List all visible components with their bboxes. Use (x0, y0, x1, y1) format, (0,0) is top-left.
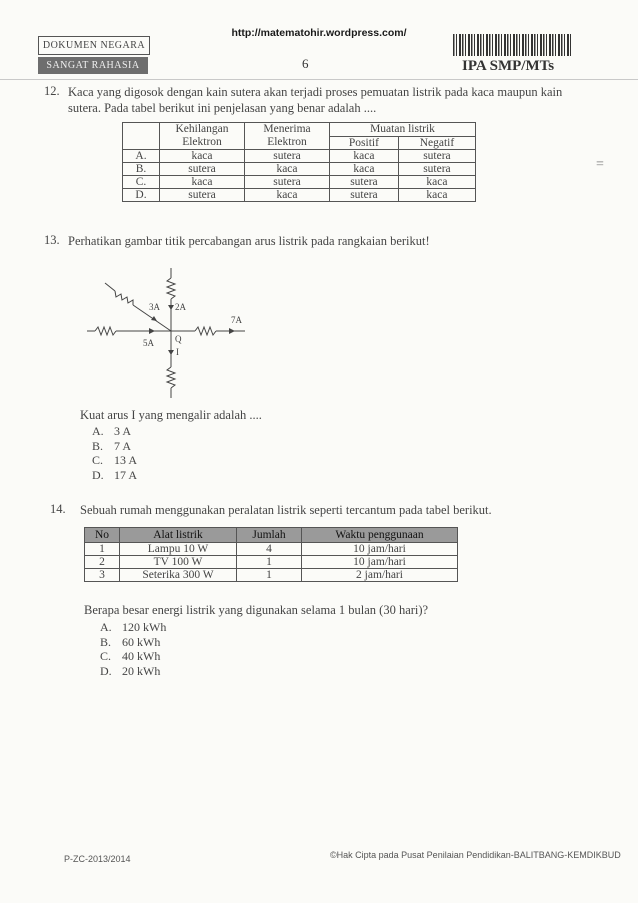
option-letter: B. (100, 634, 112, 649)
option-text: 7 A (114, 438, 132, 453)
option-letter: A. (92, 424, 104, 438)
table-cell: B. (123, 163, 160, 176)
option-b[interactable] (92, 439, 137, 454)
header-divider (0, 79, 638, 80)
table-cell: kaca (398, 176, 475, 189)
table-cell: sutera (245, 176, 330, 189)
subject-title: IPA SMP/MTs (462, 58, 555, 74)
table-row (85, 556, 458, 569)
table-cell: D. (123, 189, 160, 202)
table-cell: kaca (245, 163, 330, 176)
table-row (123, 150, 476, 163)
resistor-diagonal (115, 291, 133, 305)
option-d[interactable] (100, 664, 166, 679)
label-3a: 3A (149, 302, 160, 312)
table-cell: 2 (85, 556, 120, 569)
table-row (123, 163, 476, 176)
table-cell: A. (123, 150, 160, 163)
table-cell: TV 100 W (120, 556, 237, 569)
arrow-i-icon (168, 350, 174, 355)
circuit-junction-diagram (85, 263, 275, 403)
label-current-i: I (176, 347, 179, 357)
margin-mark: = (596, 157, 604, 172)
table-cell: kaca (160, 176, 245, 189)
table-cell: kaca (398, 189, 475, 202)
table-cell: kaca (330, 163, 399, 176)
option-letter: B. (92, 438, 104, 453)
table-header-quantity: Jumlah (237, 528, 302, 543)
table-cell: Seterika 300 W (120, 569, 237, 582)
table-header-negative: Negatif (398, 136, 475, 150)
question-13-options (92, 424, 137, 482)
question-14-prompt: Berapa besar energi listrik yang digunakan selama 1 bulan (30 hari)? (84, 603, 429, 617)
question-14-text: Sebuah rumah menggunakan peralatan listrik seperti tercantum pada tabel berikut. (80, 503, 492, 517)
option-d[interactable] (92, 468, 137, 483)
question-13-text: Perhatikan gambar titik percabangan arus listrik pada rangkaian berikut! (68, 234, 430, 248)
barcode-graphic (453, 34, 571, 56)
table-cell: 3 (85, 569, 120, 582)
question-13-prompt: Kuat arus I yang mengalir adalah .... (80, 408, 262, 422)
resistor-bottom (167, 367, 175, 388)
table-cell: sutera (398, 163, 475, 176)
table-cell: Lampu 10 W (120, 543, 237, 556)
table-cell: C. (123, 176, 160, 189)
option-text: 120 kWh (122, 620, 167, 634)
table-cell: 2 jam/hari (302, 569, 458, 582)
question-12-table (122, 122, 476, 202)
question-13-number: 13. (44, 233, 60, 247)
table-header-positive: Positif (330, 136, 399, 150)
source-url: http://matematohir.wordpress.com/ (231, 27, 407, 39)
table-cell: kaca (245, 189, 330, 202)
resistor-top (167, 278, 175, 299)
option-a[interactable] (100, 620, 166, 635)
arrow-5a-icon (149, 328, 155, 334)
option-text: 40 kWh (122, 649, 161, 663)
secrecy-label: SANGAT RAHASIA (38, 57, 148, 74)
resistor-left (95, 327, 116, 335)
table-header-usage-time: Waktu penggunaan (302, 528, 458, 543)
question-12-text: Kaca yang digosok dengan kain sutera akan terjadi proses pemuatan listrik pada kaca maupun kain sutera. Pada tabel berikut ini penjelasan yang benar adalah .... (68, 85, 563, 115)
option-letter: C. (100, 649, 112, 663)
table-cell: sutera (160, 163, 245, 176)
label-2a: 2A (175, 302, 186, 312)
arrow-2a-icon (168, 305, 174, 310)
label-5a: 5A (143, 338, 154, 348)
option-letter: D. (100, 663, 112, 678)
table-cell: sutera (160, 189, 245, 202)
resistor-right (195, 327, 216, 335)
table-row (123, 189, 476, 202)
table-cell: 1 (237, 569, 302, 582)
table-header-appliance: Alat listrik (120, 528, 237, 543)
table-header-no: No (85, 528, 120, 543)
document-classification-label: DOKUMEN NEGARA (38, 36, 150, 55)
option-letter: A. (100, 620, 112, 634)
table-row (85, 569, 458, 582)
table-cell: sutera (330, 189, 399, 202)
question-14-options (100, 620, 166, 678)
table-cell: 10 jam/hari (302, 543, 458, 556)
option-letter: D. (92, 467, 104, 482)
label-node-q: Q (175, 334, 182, 344)
table-cell: sutera (398, 150, 475, 163)
table-cell: kaca (330, 150, 399, 163)
table-cell: 1 (85, 543, 120, 556)
page-number: 6 (302, 56, 309, 71)
question-12-number: 12. (44, 84, 60, 98)
table-cell: sutera (245, 150, 330, 163)
option-text: 17 A (114, 467, 138, 482)
option-text: 3 A (114, 424, 132, 438)
footer-document-code: P-ZC-2013/2014 (64, 854, 131, 864)
table-row (85, 543, 458, 556)
option-b[interactable] (100, 635, 166, 650)
option-text: 13 A (114, 453, 138, 467)
footer-copyright: ©Hak Cipta pada Pusat Penilaian Pendidikan-BALITBANG-KEMDIKBUD (330, 850, 621, 860)
question-14-number: 14. (50, 502, 66, 516)
label-7a: 7A (231, 315, 242, 325)
option-a[interactable] (92, 424, 137, 439)
option-c[interactable] (100, 649, 166, 664)
table-cell: sutera (330, 176, 399, 189)
table-cell: 10 jam/hari (302, 556, 458, 569)
table-cell: 4 (237, 543, 302, 556)
table-cell: kaca (160, 150, 245, 163)
table-row (123, 176, 476, 189)
option-letter: C. (92, 453, 104, 467)
table-header-lose-electron: Kehilangan Elektron (160, 123, 245, 150)
table-header-receive-electron: Menerima Elektron (245, 123, 330, 150)
table-header-charge: Muatan listrik (330, 123, 476, 137)
table-corner-cell (123, 123, 160, 150)
wire-diagonal-outer (105, 283, 115, 291)
arrow-7a-icon (229, 328, 235, 334)
table-cell: 1 (237, 556, 302, 569)
option-c[interactable] (92, 453, 137, 468)
question-14-table (84, 527, 458, 582)
option-text: 60 kWh (122, 634, 161, 649)
option-text: 20 kWh (122, 663, 161, 678)
